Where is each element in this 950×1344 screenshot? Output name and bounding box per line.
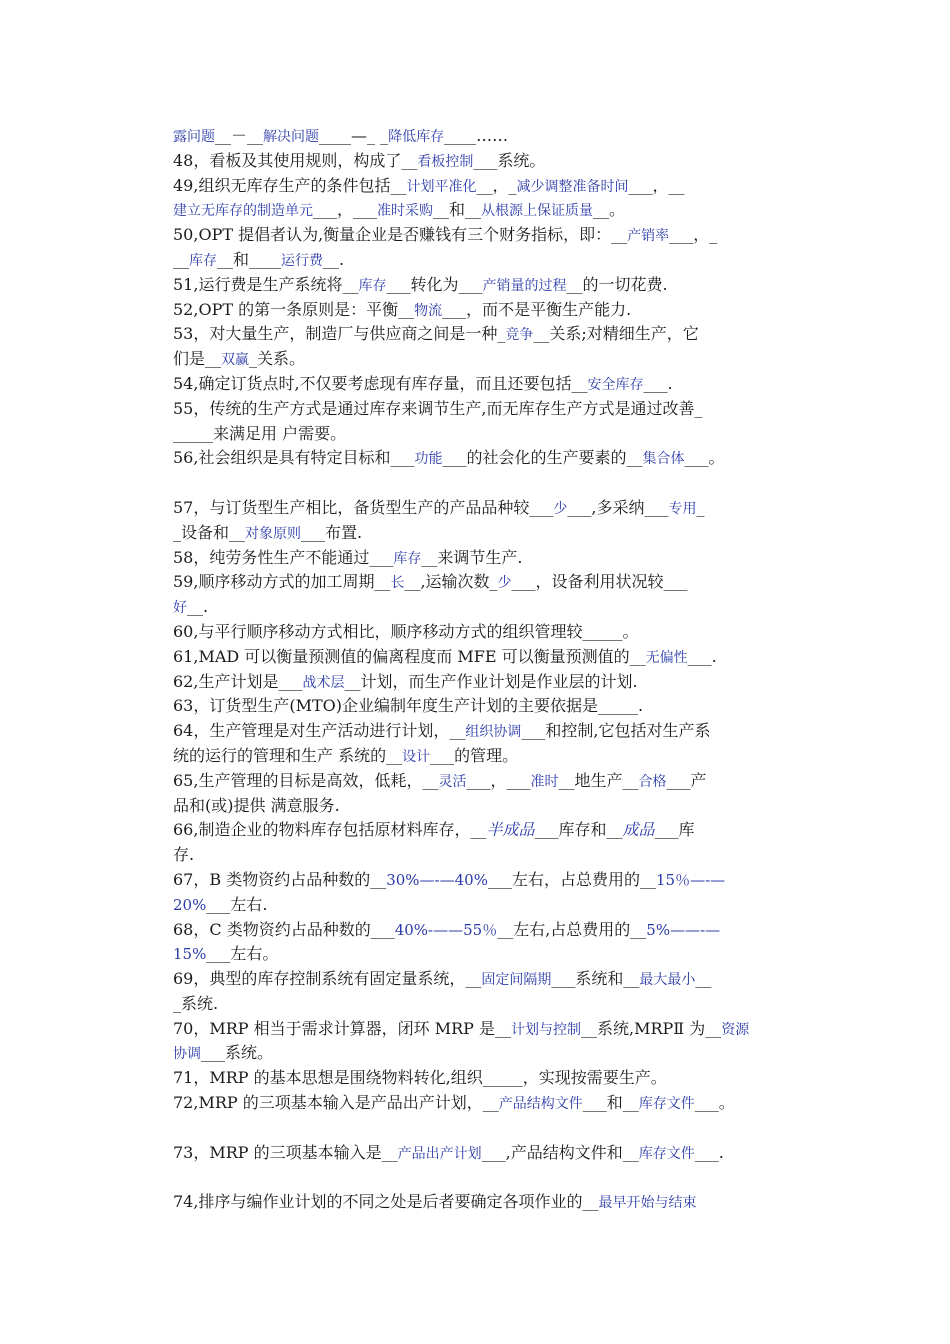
text-line (173, 744, 818, 769)
filled-answer: 建立无库存的制造单元 (173, 203, 313, 220)
text-line (173, 1091, 818, 1116)
line-text: ___。 (684, 448, 725, 468)
line-text: 71，MRP 的基本思想是围绕物料转化,组织_____，实现按需要生产。 (173, 1068, 667, 1088)
text-line (173, 446, 818, 471)
filled-answer: 库存文件 (638, 1096, 695, 1113)
filled-answer: 最大最小 (639, 972, 696, 989)
line-text: __计划，而生产作业计划是作业层的计划. (344, 671, 638, 691)
line-text: ____—_ _ (319, 126, 389, 145)
filled-answer: 计划与控制 (511, 1021, 582, 1038)
line-text: 59,顺序移动方式的加工周期__ (173, 572, 391, 592)
text-line (173, 942, 818, 967)
filled-answer: 功能 (414, 451, 443, 468)
line-text: 51,运行费是生产系统将__ (173, 274, 359, 294)
filled-answer: 库存 (358, 277, 387, 294)
filled-answer: 产销量的过程 (482, 277, 567, 294)
filled-answer: 少 (497, 575, 512, 592)
line-text: 55，传统的生产方式是通过库存来调节生产,而无库存生产方式是通过改善_ (173, 398, 703, 418)
filled-answer: 产品结构文件 (498, 1096, 583, 1113)
text-line (173, 645, 818, 670)
line-text: _关系。 (249, 349, 306, 369)
line-text: 65,生产管理的目标是高效，低耗，__ (173, 770, 439, 790)
line-text: ___系统。 (201, 1043, 274, 1063)
text-line (173, 893, 818, 918)
text-line (173, 496, 818, 521)
filled-answer: 从根源上保证质量 (481, 203, 594, 220)
line-text: ___，__ (628, 175, 685, 195)
filled-answer: 解决问题 (263, 129, 320, 145)
line-text: __左右,占总费用的__ (497, 919, 647, 939)
line-text: ___左右，占总费用的__ (487, 869, 656, 889)
line-text: ___，___ (466, 770, 531, 790)
line-text: __ (173, 249, 189, 269)
line-text: ____…… (444, 126, 509, 145)
text-line (173, 868, 818, 893)
filled-answer: 计划平准化 (406, 178, 477, 195)
filled-answer: 集合体 (642, 451, 685, 468)
text-line (173, 124, 818, 149)
line-text: __系统,MRPⅡ 为__ (581, 1018, 722, 1038)
filled-answer: 准时采购 (377, 203, 434, 220)
filled-answer: 协调 (173, 1046, 201, 1063)
text-line (173, 273, 818, 298)
blank-line (173, 471, 818, 496)
line-text: __ (695, 969, 712, 989)
line-text: ___库 (654, 820, 695, 840)
text-line (173, 1041, 818, 1066)
line-text: 62,生产计划是___ (173, 671, 303, 691)
text-line (173, 372, 818, 397)
line-text: 52,OPT 的第一条原则是：平衡__ (173, 299, 415, 319)
text-line (173, 670, 818, 695)
filled-answer: 好 (173, 600, 187, 617)
text-line (173, 298, 818, 323)
filled-answer: 固定间隔期 (481, 972, 552, 989)
text-line (173, 322, 818, 347)
line-text: ___的社会化的生产要素的__ (442, 448, 643, 468)
line-text: 66,制造企业的物料库存包括原材料库存，__ (173, 820, 487, 840)
text-line (173, 1066, 818, 1091)
filled-answer: 设计 (402, 748, 431, 765)
text-line (173, 595, 818, 620)
text-line (173, 422, 818, 447)
line-text: 49,组织无库存生产的条件包括__ (173, 175, 407, 195)
line-text: __的一切花费. (566, 274, 668, 294)
filled-answer: 15％—-— (655, 870, 726, 889)
line-text: 58，纯劳务性生产不能通过___ (173, 547, 394, 567)
filled-answer: 无偏性 (645, 649, 688, 666)
line-text: ___的管理。 (430, 745, 519, 765)
line-text: __。 (593, 200, 626, 220)
text-line (173, 694, 818, 719)
text-line (173, 521, 818, 546)
line-text: ___布置. (301, 522, 363, 542)
line-text: 68，C 类物资约占品种数的___ (173, 919, 395, 939)
filled-answer: 产品出产计划 (397, 1145, 482, 1162)
line-text: __和____ (217, 249, 282, 269)
line-text: ___，设备利用状况较___ (511, 572, 688, 592)
text-line (173, 843, 818, 868)
filled-answer: 对象原则 (245, 525, 302, 542)
filled-answer: 专用 (668, 500, 697, 517)
text-line (173, 1190, 818, 1215)
line-text: ___. (687, 646, 717, 666)
line-text: 统的运行的管理和生产 系统的__ (173, 745, 403, 765)
filled-answer: 看板控制 (417, 153, 474, 170)
text-line (173, 967, 818, 992)
text-line (173, 149, 818, 174)
line-text: ___和控制,它包括对生产系 (521, 721, 711, 741)
filled-answer: 半成品 (486, 820, 535, 840)
filled-answer: 物流 (414, 302, 443, 319)
filled-answer: 组织协调 (465, 724, 522, 741)
filled-answer: 产销率 (627, 228, 670, 245)
line-text: __和__ (433, 200, 482, 220)
filled-answer: 露问题 (173, 129, 215, 145)
filled-answer: 15% (173, 945, 207, 964)
text-line (173, 719, 818, 744)
line-text: ___，_ (669, 225, 718, 245)
line-text: 61,MAD 可以衡量预测值的偏离程度而 MFE 可以衡量预测值的__ (173, 646, 646, 666)
text-line (173, 918, 818, 943)
filled-answer: 库存文件 (638, 1145, 695, 1162)
line-text: ___，而不是平衡生产能力. (442, 299, 632, 319)
line-text: 存. (173, 845, 195, 865)
text-line (173, 347, 818, 372)
filled-answer: 30%—-—40% (386, 870, 488, 889)
text-line (173, 570, 818, 595)
line-text: 50,OPT 提倡者认为,衡量企业是否赚钱有三个财务指标，即：__ (173, 225, 628, 245)
line-text: ___。 (694, 1093, 735, 1113)
filled-answer: 运行费 (281, 252, 324, 269)
filled-answer: 资源 (721, 1021, 750, 1038)
line-text: ___和__ (582, 1093, 639, 1113)
line-text: __. (187, 597, 209, 617)
text-line (173, 198, 818, 223)
filled-answer: 成品 (622, 820, 655, 840)
filled-answer: 少 (553, 500, 568, 517)
text-line (173, 397, 818, 422)
line-text: 64，生产管理是对生产活动进行计划，__ (173, 721, 466, 741)
line-text: _ (696, 497, 705, 517)
blank-line (173, 1165, 818, 1190)
line-text: 57，与订货型生产相比，备货型生产的产品品种较___ (173, 497, 554, 517)
line-text: __,运输次数_ (404, 572, 498, 592)
line-text: __. (323, 249, 345, 269)
filled-answer: 长 (390, 575, 405, 592)
line-text: __关系;对精细生产，它 (533, 324, 699, 344)
text-line (173, 546, 818, 571)
text-line (173, 818, 818, 843)
line-text: 73，MRP 的三项基本输入是__ (173, 1142, 398, 1162)
text-line (173, 992, 818, 1017)
filled-answer: 灵活 (438, 773, 467, 790)
text-line (173, 1017, 818, 1042)
filled-answer: 战术层 (302, 674, 345, 691)
line-text: __地生产__ (558, 770, 639, 790)
line-text: _设备和__ (173, 522, 246, 542)
filled-answer: 降低库存 (388, 129, 445, 145)
line-text: 60,与平行顺序移动方式相比，顺序移动方式的组织管理较_____。 (173, 621, 639, 641)
filled-answer: 安全库存 (587, 376, 644, 393)
line-text: ___,产品结构文件和__ (481, 1142, 639, 1162)
line-text: ___,多采纳___ (567, 497, 669, 517)
line-text: ___左右. (206, 894, 268, 914)
text-line (173, 174, 818, 199)
line-text: __，_ (476, 175, 517, 195)
filled-answer: 减少调整准备时间 (516, 178, 629, 195)
line-text: ___库存和__ (534, 820, 623, 840)
line-text: __来调节生产. (421, 547, 523, 567)
filled-answer: 20% (173, 895, 207, 914)
filled-answer: 合格 (638, 773, 667, 790)
line-text: 72,MRP 的三项基本输入是产品出产计划，__ (173, 1093, 499, 1113)
line-text: ___系统和__ (551, 969, 640, 989)
text-line (173, 223, 818, 248)
line-text: _系统. (173, 993, 219, 1013)
text-line (173, 620, 818, 645)
line-text: ___. (643, 373, 673, 393)
text-line (173, 1141, 818, 1166)
line-text: ___左右。 (206, 944, 279, 964)
line-text: ___，___ (313, 200, 378, 220)
line-text: 63，订货型生产(MTO)企业编制年度生产计划的主要依据是_____. (173, 696, 644, 716)
line-text: 53，对大量生产，制造厂与供应商之间是一种_ (173, 324, 506, 344)
line-text: 70，MRP 相当于需求计算器，闭环 MRP 是__ (173, 1018, 512, 1038)
line-text: ___. (694, 1142, 724, 1162)
text-line (173, 248, 818, 273)
filled-answer: 40%-——55％ (394, 920, 498, 939)
line-text: ___系统。 (473, 150, 546, 170)
line-text: ___产 (666, 770, 707, 790)
line-text: 56,社会组织是具有特定目标和___ (173, 448, 415, 468)
line-text: 48，看板及其使用规则，构成了__ (173, 150, 418, 170)
line-text: _____来满足用 户需要。 (173, 423, 347, 443)
text-line (173, 794, 818, 819)
question-list (173, 124, 818, 1215)
text-line (173, 769, 818, 794)
line-text: 74,排序与编作业计划的不同之处是后者要确定各项作业的__ (173, 1192, 599, 1212)
line-text: 69，典型的库存控制系统有固定量系统，__ (173, 969, 482, 989)
line-text: ___转化为___ (386, 274, 483, 294)
filled-answer: 准时 (530, 773, 559, 790)
line-text: 67，B 类物资约占品种数的__ (173, 869, 387, 889)
line-text: 品和(或)提供 满意服务. (173, 795, 340, 815)
filled-answer: 库存 (393, 550, 422, 567)
filled-answer: 双赢 (221, 352, 250, 369)
filled-answer: 最早开始与结束 (598, 1195, 697, 1212)
line-text: 54,确定订货点时,不仅要考虑现有库存量，而且还要包括__ (173, 373, 588, 393)
line-text: __－__ (215, 126, 264, 145)
filled-answer: 库存 (189, 252, 217, 269)
filled-answer: 5%——-— (646, 920, 721, 939)
blank-line (173, 1116, 818, 1141)
line-text: 们是__ (173, 349, 222, 369)
filled-answer: 竞争 (505, 327, 534, 344)
